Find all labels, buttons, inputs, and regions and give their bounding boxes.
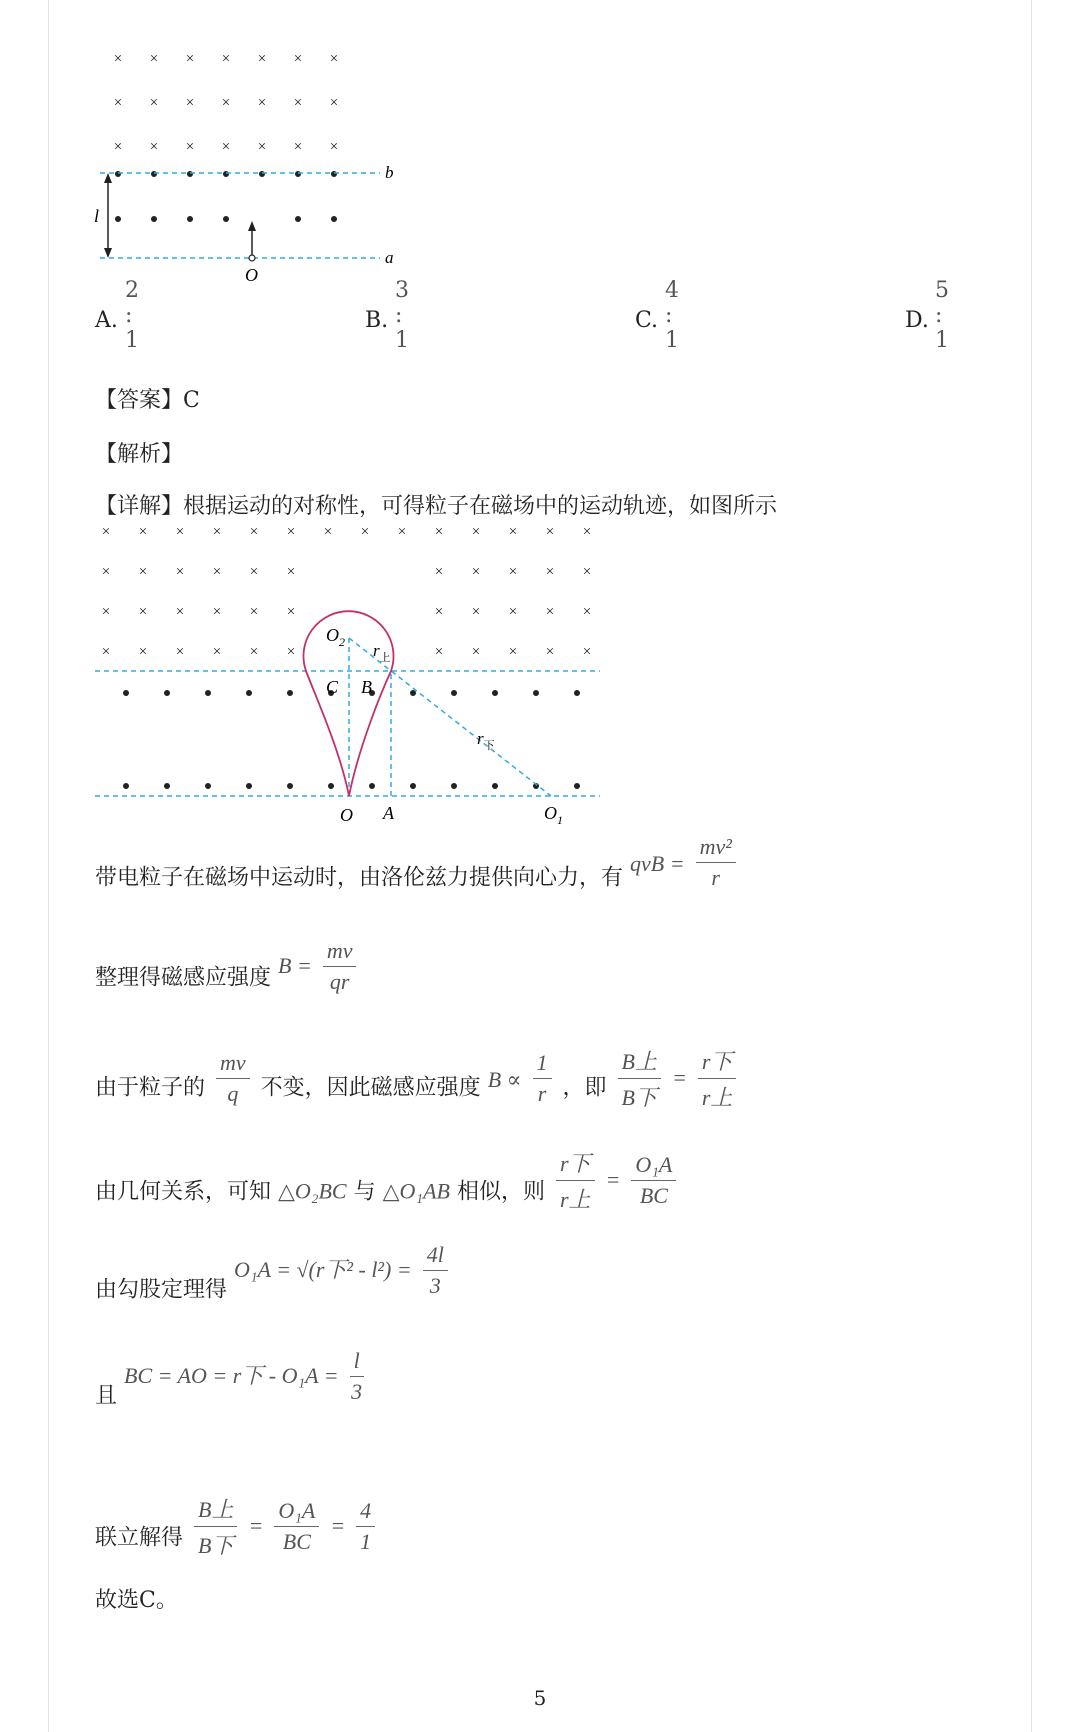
- cross-mark: ×: [397, 524, 407, 540]
- cross-mark: ×: [545, 564, 555, 580]
- cross-mark: ×: [212, 644, 222, 660]
- label-c: C: [326, 677, 339, 697]
- option-d[interactable]: [905, 278, 949, 353]
- dot-mark: [410, 783, 416, 789]
- dot-mark: [123, 690, 129, 696]
- step-4-triangle-1: △O₂BC: [278, 1178, 347, 1204]
- dot-mark: [574, 690, 580, 696]
- width-arrow-head-down: [104, 248, 112, 258]
- cross-mark: ×: [185, 51, 195, 67]
- trajectory-diagram: [90, 520, 610, 830]
- dot-mark: [533, 690, 539, 696]
- dot-marks: [123, 690, 580, 789]
- step-1-lhs: qvB =: [630, 850, 685, 876]
- cross-mark: ×: [113, 51, 123, 67]
- step-3-text-b: 不变，因此磁感应强度: [260, 1075, 481, 1101]
- option-b-letter: B.: [365, 308, 389, 333]
- cross-mark: ×: [101, 524, 111, 540]
- cross-mark: ×: [582, 524, 592, 540]
- dot-mark: [451, 690, 457, 696]
- cross-mark: ×: [329, 51, 339, 67]
- label-o: O: [245, 265, 258, 285]
- cross-mark: ×: [293, 139, 303, 155]
- dot-mark: [187, 216, 193, 222]
- cross-mark: ×: [101, 644, 111, 660]
- dot-mark: [115, 216, 121, 222]
- cross-mark: ×: [582, 644, 592, 660]
- cross-mark: ×: [508, 564, 518, 580]
- label-b-point: B: [361, 677, 372, 697]
- option-c-value: 4 : 1: [665, 278, 679, 353]
- cross-mark: ×: [360, 524, 370, 540]
- cross-mark: ×: [249, 644, 259, 660]
- dot-mark: [331, 171, 337, 177]
- step-7-equals-2: =: [330, 1512, 346, 1538]
- step-3-fraction-1: $\frac{mv}{q}$: [216, 1050, 250, 1107]
- cross-mark: ×: [221, 51, 231, 67]
- step-4-fraction-2: $\frac{\text{O₁A}}{BC}$: [631, 1152, 676, 1209]
- cross-mark: ×: [434, 564, 444, 580]
- option-d-value: 5 : 1: [935, 278, 949, 353]
- cross-mark: ×: [149, 51, 159, 67]
- step-7: [95, 1497, 379, 1572]
- cross-mark: ×: [329, 95, 339, 111]
- cross-mark: ×: [508, 644, 518, 660]
- page-edge-right: [1031, 0, 1032, 1732]
- dot-mark: [223, 171, 229, 177]
- label-o1: $O_1$: [544, 803, 563, 827]
- dot-mark: [259, 171, 265, 177]
- step-3-text-c: ，即: [562, 1075, 607, 1101]
- step-7-fraction-3: $\frac{4}{1}$: [356, 1498, 375, 1555]
- cross-marks: [102, 524, 591, 660]
- cross-mark: ×: [138, 564, 148, 580]
- step-5-text: 由勾股定理得: [95, 1277, 228, 1303]
- cross-mark: ×: [249, 524, 259, 540]
- option-a[interactable]: [95, 278, 139, 353]
- dot-mark: [328, 783, 334, 789]
- step-2-lhs: B =: [278, 952, 312, 978]
- cross-mark: ×: [175, 604, 185, 620]
- label-a: A: [383, 803, 394, 823]
- step-6-text: 且: [95, 1383, 118, 1409]
- analysis-title: 【解析】: [95, 442, 184, 467]
- dot-mark: [115, 171, 121, 177]
- answer-line: 【答案】C: [95, 388, 200, 413]
- dot-mark: [574, 783, 580, 789]
- dot-mark: [287, 783, 293, 789]
- option-d-letter: D.: [905, 308, 929, 333]
- dot-mark: [369, 783, 375, 789]
- step-3-fraction-4: $\frac{\text{r下}}{\text{r上}}$: [698, 1045, 737, 1112]
- cross-mark: ×: [185, 95, 195, 111]
- field-diagram-1: [90, 45, 410, 295]
- label-r-down: $r_下$: [477, 729, 495, 752]
- option-b-value: 3 : 1: [395, 278, 409, 353]
- cross-mark: ×: [113, 139, 123, 155]
- dot-mark: [164, 690, 170, 696]
- dot-mark: [295, 171, 301, 177]
- dot-mark: [187, 171, 193, 177]
- cross-mark: ×: [286, 564, 296, 580]
- cross-mark: ×: [138, 524, 148, 540]
- step-7-fraction-1: $\frac{\text{B上}}{\text{B下}}$: [194, 1493, 237, 1560]
- step-1-text: 带电粒子在磁场中运动时，由洛伦兹力提供向心力，有: [95, 865, 624, 891]
- cross-mark: ×: [175, 644, 185, 660]
- dot-mark: [246, 783, 252, 789]
- step-6-fraction: $\frac{l}{3}$: [351, 1348, 363, 1404]
- conclusion: 故选C。: [95, 1588, 178, 1613]
- cross-mark: ×: [471, 604, 481, 620]
- cross-mark: ×: [149, 139, 159, 155]
- cross-mark: ×: [582, 564, 592, 580]
- dot-mark: [410, 690, 416, 696]
- cross-mark: ×: [293, 51, 303, 67]
- step-6: [95, 1348, 368, 1425]
- step-3-fraction-2: $\frac{1}{r}$: [533, 1050, 552, 1107]
- cross-mark: ×: [113, 95, 123, 111]
- step-2-text: 整理得磁感应强度: [95, 965, 272, 991]
- cross-mark: ×: [286, 604, 296, 620]
- cross-mark: ×: [323, 524, 333, 540]
- cross-mark: ×: [293, 95, 303, 111]
- cross-mark: ×: [434, 524, 444, 540]
- dot-mark: [451, 783, 457, 789]
- step-4-text-c: 相似，则: [456, 1179, 545, 1205]
- option-a-value: 2 : 1: [125, 278, 139, 353]
- cross-mark: ×: [185, 139, 195, 155]
- label-r-up: $r_上$: [373, 641, 391, 664]
- label-l: l: [94, 206, 100, 226]
- cross-mark: ×: [212, 604, 222, 620]
- cross-mark: ×: [212, 524, 222, 540]
- page-number: 5: [533, 1686, 547, 1710]
- step-3-equals: =: [671, 1064, 687, 1090]
- step-5-fraction: $\frac{4l}{3}$: [423, 1242, 448, 1299]
- cross-mark: ×: [545, 524, 555, 540]
- cross-mark: ×: [101, 564, 111, 580]
- step-4-fraction-1: $\frac{\text{r下}}{\text{r上}}$: [556, 1147, 595, 1214]
- cross-mark: ×: [101, 604, 111, 620]
- option-b[interactable]: [365, 278, 409, 353]
- dot-mark: [151, 216, 157, 222]
- label-a: a: [385, 248, 394, 267]
- option-a-letter: A.: [95, 308, 118, 333]
- step-3-fraction-3: $\frac{\text{B上}}{\text{B下}}$: [618, 1045, 661, 1112]
- cross-mark: ×: [138, 644, 148, 660]
- label-o: O: [340, 805, 353, 825]
- cross-mark: ×: [471, 644, 481, 660]
- step-7-fraction-2: $\frac{\text{O₁A}}{BC}$: [274, 1498, 319, 1555]
- cross-mark: ×: [286, 524, 296, 540]
- dot-mark: [151, 171, 157, 177]
- cross-mark: ×: [286, 644, 296, 660]
- dot-mark: [331, 216, 337, 222]
- cross-mark: ×: [508, 524, 518, 540]
- width-arrow-head-up: [104, 173, 112, 183]
- step-4-triangle-2: △O₁AB: [382, 1178, 450, 1204]
- step-3-text-a: 由于粒子的: [95, 1075, 206, 1101]
- dot-mark: [164, 783, 170, 789]
- step-6-expr: BC = AO = r下 - O₁A =: [124, 1362, 339, 1388]
- dot-mark: [492, 783, 498, 789]
- cross-mark: ×: [249, 564, 259, 580]
- cross-mark: ×: [545, 604, 555, 620]
- cross-mark: ×: [545, 644, 555, 660]
- option-c[interactable]: [635, 278, 679, 353]
- step-4-equals: =: [605, 1166, 621, 1192]
- cross-mark: ×: [434, 644, 444, 660]
- step-2-fraction: $\frac{mv}{qr}$: [323, 938, 357, 995]
- cross-mark: ×: [257, 139, 267, 155]
- cross-mark: ×: [471, 524, 481, 540]
- dot-mark: [287, 690, 293, 696]
- label-o2: $O_2$: [326, 625, 345, 649]
- velocity-arrow-head: [248, 221, 256, 231]
- cross-mark: ×: [175, 524, 185, 540]
- option-c-letter: C.: [635, 308, 659, 333]
- origin-point: [249, 255, 255, 261]
- dot-mark: [205, 783, 211, 789]
- step-2: [95, 938, 360, 1007]
- cross-marks: [114, 51, 338, 155]
- cross-mark: ×: [582, 604, 592, 620]
- step-7-text: 联立解得: [95, 1525, 184, 1551]
- label-b: b: [385, 163, 394, 182]
- cross-mark: ×: [249, 604, 259, 620]
- step-5-expr: O₁A = √(r下² - l²) =: [234, 1256, 412, 1282]
- dot-marks: [115, 171, 337, 222]
- page-edge-left: [48, 0, 49, 1732]
- step-3-prop: B ∝: [487, 1066, 522, 1092]
- cross-mark: ×: [175, 564, 185, 580]
- step-3: [95, 1049, 740, 1122]
- cross-mark: ×: [149, 95, 159, 111]
- cross-mark: ×: [212, 564, 222, 580]
- dot-mark: [123, 783, 129, 789]
- cross-mark: ×: [257, 95, 267, 111]
- cross-mark: ×: [434, 604, 444, 620]
- dot-mark: [295, 216, 301, 222]
- step-5: [95, 1242, 452, 1319]
- step-4-text-b: 与: [353, 1179, 376, 1205]
- cross-mark: ×: [221, 139, 231, 155]
- step-1: [95, 834, 740, 907]
- step-1-fraction: $\frac{\text{mv²}}{r}$: [696, 834, 736, 891]
- dot-mark: [246, 690, 252, 696]
- step-7-equals-1: =: [248, 1512, 264, 1538]
- cross-mark: ×: [221, 95, 231, 111]
- dot-mark: [205, 690, 211, 696]
- dot-mark: [492, 690, 498, 696]
- cross-mark: ×: [138, 604, 148, 620]
- detail-line: 【详解】根据运动的对称性，可得粒子在磁场中的运动轨迹，如图所示: [95, 494, 778, 519]
- step-4: [95, 1151, 680, 1226]
- cross-mark: ×: [257, 51, 267, 67]
- cross-mark: ×: [471, 564, 481, 580]
- step-4-text-a: 由几何关系，可知: [95, 1179, 272, 1205]
- dot-mark: [223, 216, 229, 222]
- cross-mark: ×: [508, 604, 518, 620]
- cross-mark: ×: [329, 139, 339, 155]
